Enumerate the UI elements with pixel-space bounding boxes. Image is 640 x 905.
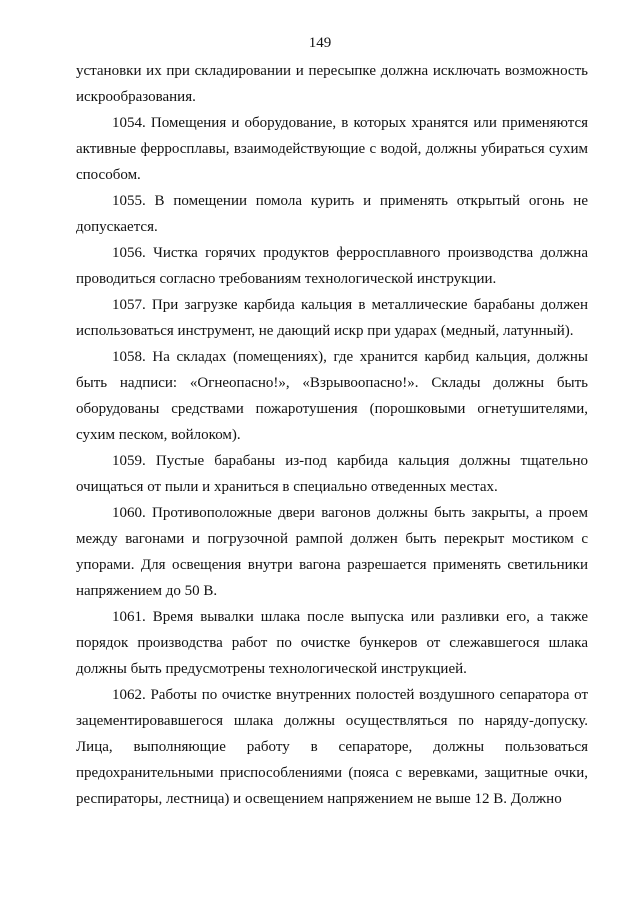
page-number: 149 [308,35,332,51]
paragraph-1058: 1058. На складах (помещениях), где хранится карбид кальция, должны быть надписи: «Огнеопасно!», «Взрывоопасно!». Склады должны быть оборудованы средствами пожаротушения (порошковыми огнетушителями, сухим песком, войлоком). [76,349,588,443]
document-body [76,58,588,812]
paragraph-1060: 1060. Противоположные двери вагонов должны быть закрыты, а проем между вагонами и погрузочной рампой должен быть перекрыт мостиком с упорами. Для освещения внутри вагона разрешается применять светильники напряжением до 50 В. [76,505,588,599]
paragraph-1059: 1059. Пустые барабаны из-под карбида кальция должны тщательно очищаться от пыли и храниться в специально отведенных местах. [76,453,588,495]
paragraph-1055: 1055. В помещении помола курить и применять открытый огонь не допускается. [76,193,588,235]
paragraph-1061: 1061. Время вывалки шлака после выпуска или разливки его, а также порядок производства работ по очистке бункеров от слежавшегося шлака должны быть предусмотрены технологической инструкцией. [76,609,588,677]
paragraph-1054: 1054. Помещения и оборудование, в которых хранятся или применяются активные ферросплавы, взаимодействующие с водой, должны убираться сухим способом. [76,115,588,183]
paragraph-1062: 1062. Работы по очистке внутренних полостей воздушного сепаратора от зацементировавшегося шлака должны осуществляться по наряду-допуску. Лица, выполняющие работу в сепараторе, должны пользоваться предохранительными приспособлениями (пояса с веревками, защитные очки, респираторы, лестница) и освещением напряжением не выше 12 В. Должно [76,687,588,807]
paragraph-1057: 1057. При загрузке карбида кальция в металлические барабаны должен использоваться инструмент, не дающий искр при ударах (медный, латунный). [76,297,588,339]
paragraph-1056: 1056. Чистка горячих продуктов ферросплавного производства должна проводиться согласно требованиям технологической инструкции. [76,245,588,287]
paragraph-continuation: установки их при складировании и пересыпке должна исключать возможность искрообразования. [76,63,588,105]
